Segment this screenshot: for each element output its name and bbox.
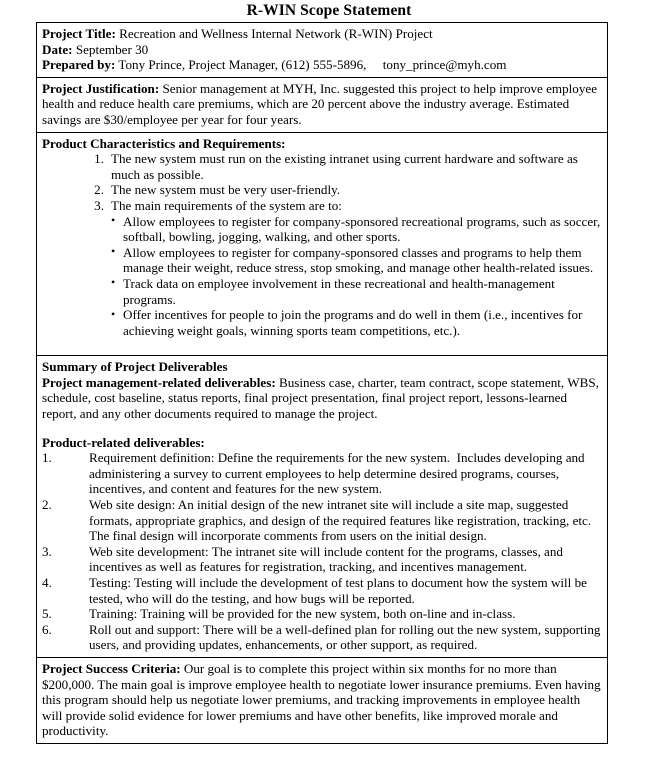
list-item (42, 450, 602, 497)
prepared-by-line (42, 57, 602, 73)
project-justification-paragraph (42, 81, 602, 128)
pm-deliverables-paragraph (42, 375, 602, 422)
success-criteria-label: Project Success Criteria: (42, 660, 181, 676)
list-item-text: Allow employees to register for company-sponsored recreational programs, such as soccer, softball, bowling, jogging, walking, and other sports. (123, 213, 601, 245)
list-item-number: 2. (42, 497, 52, 513)
project-title-label: Project Title: (42, 26, 116, 41)
project-justification-section (37, 78, 607, 133)
product-characteristics-section (37, 133, 607, 357)
list-item (42, 182, 602, 198)
list-item (111, 307, 602, 338)
list-item-text: The new system must be very user-friendly. (111, 182, 341, 198)
list-item-number: 3. (42, 543, 52, 559)
list-item (42, 198, 602, 338)
list-item-number: 6. (42, 621, 52, 637)
requirements-list (42, 151, 602, 338)
list-item-text: Web site development: The intranet site will include content for the programs, classes, and incentives as well as features for registration, tracking, and incentives management. (89, 543, 563, 575)
bullet-icon: • (111, 213, 116, 228)
project-justification-label: Project Justification: (42, 80, 160, 96)
product-deliverables-heading-text: Product-related deliverables: (42, 434, 205, 450)
prepared-by-value: Tony Prince, Project Manager, (612) 555-5896, tony_prince@myh.com (115, 57, 507, 73)
product-deliverables-heading (42, 435, 602, 451)
list-item-text: Training: Training will be provided for the new system, both on-line and in-class. (89, 606, 516, 622)
project-title-line (42, 26, 602, 42)
list-item-text: Track data on employee involvement in these recreational and health-management programs. (123, 275, 555, 307)
pm-deliverables-label: Project management-related deliverables: (42, 374, 276, 390)
product-characteristics-heading-text: Product Characteristics and Requirements: (42, 135, 286, 151)
list-item-number: 5. (42, 606, 52, 622)
project-title-value: Recreation and Wellness Internal Network (R-WIN) Project (115, 26, 433, 41)
list-item (42, 151, 602, 182)
project-info-section (37, 23, 607, 78)
product-deliverables-list (42, 450, 602, 653)
list-item-text: Allow employees to register for company-sponsored classes and programs to help them manage their weight, reduce stress, stop smoking, and manage other health-related issues. (123, 244, 594, 276)
bullet-icon: • (111, 306, 116, 321)
project-deliverables-section (37, 356, 607, 658)
list-item-text: Web site design: An initial design of the new intranet site will include a site map, suggested formats, appropriate graphics, and design of the required features like registration, tracking, etc. The final design will incorporate comments from users on the initial design. (89, 497, 592, 544)
list-item-text: The new system must run on the existing intranet using current hardware and software as much as possible. (111, 151, 578, 182)
product-characteristics-heading (42, 136, 602, 152)
list-item-number: 3. (94, 197, 104, 213)
date-value: September 30 (72, 41, 149, 57)
list-item-text: Testing: Testing will include the development of test plans to document how the system will be tested, who will do the testing, and how bugs will be reported. (89, 575, 587, 606)
prepared-by-label: Prepared by: (42, 57, 116, 73)
list-item (42, 622, 602, 653)
success-criteria-paragraph (42, 661, 602, 739)
spacer (42, 338, 602, 351)
list-item (42, 497, 602, 544)
bullet-icon: • (111, 244, 116, 259)
project-success-criteria-section (37, 658, 607, 743)
list-item-number: 1. (94, 151, 104, 167)
date-line (42, 42, 602, 58)
pm-deliverables-text: Business case, charter, team contract, scope statement, WBS, schedule, cost baseline, status reports, final project presentation, final project report, lessons-learned report, and any other documents required to manage the project. (42, 374, 599, 422)
page-title: R-WIN Scope Statement (246, 2, 412, 19)
list-item (111, 276, 602, 307)
list-item (42, 544, 602, 575)
deliverables-heading (42, 359, 602, 375)
list-item (42, 606, 602, 622)
bullet-icon: • (111, 275, 116, 290)
scope-statement-table (36, 22, 608, 744)
date-label: Date: (42, 41, 73, 57)
project-justification-text: Senior management at MYH, Inc. suggested this project to help improve employee health and reduce health care premiums, which are 20 percent above the industry average. Estimated savings are $30/employee per year for four years. (42, 80, 598, 127)
list-item-number: 4. (42, 575, 52, 590)
list-item-number: 1. (42, 450, 52, 466)
list-item-text: Offer incentives for people to join the programs and do well in them (i.e., incentives for achieving weight goals, winning sports team competitions, etc.). (123, 307, 583, 338)
list-item-number: 2. (94, 182, 104, 198)
success-criteria-text: Our goal is to complete this project within six months for no more than $200,000. The main goal is improve employee health to negotiate lower insurance premiums. Even having this program should help us negotiate lower premiums, and tracking improvements in employee health will provide solid evidence for lower premiums and have other benefits, like improved morale and productivity. (42, 660, 601, 739)
list-item (111, 245, 602, 276)
main-requirements-sublist (111, 214, 602, 339)
spacer (42, 422, 602, 435)
deliverables-heading-text: Summary of Project Deliverables (42, 359, 228, 375)
list-item-text: Requirement definition: Define the requirements for the new system. Includes developing and administering a survey to current employees to help determine desired programs, courses, incentives, and content and features for the new system. (89, 450, 585, 497)
list-item (111, 214, 602, 245)
list-item-text: Roll out and support: There will be a well-defined plan for rolling out the new system, supporting users, and providing updates, enhancements, or other support, as required. (89, 621, 601, 653)
list-item (42, 575, 602, 606)
list-item-text: The main requirements of the system are to: (111, 197, 342, 213)
